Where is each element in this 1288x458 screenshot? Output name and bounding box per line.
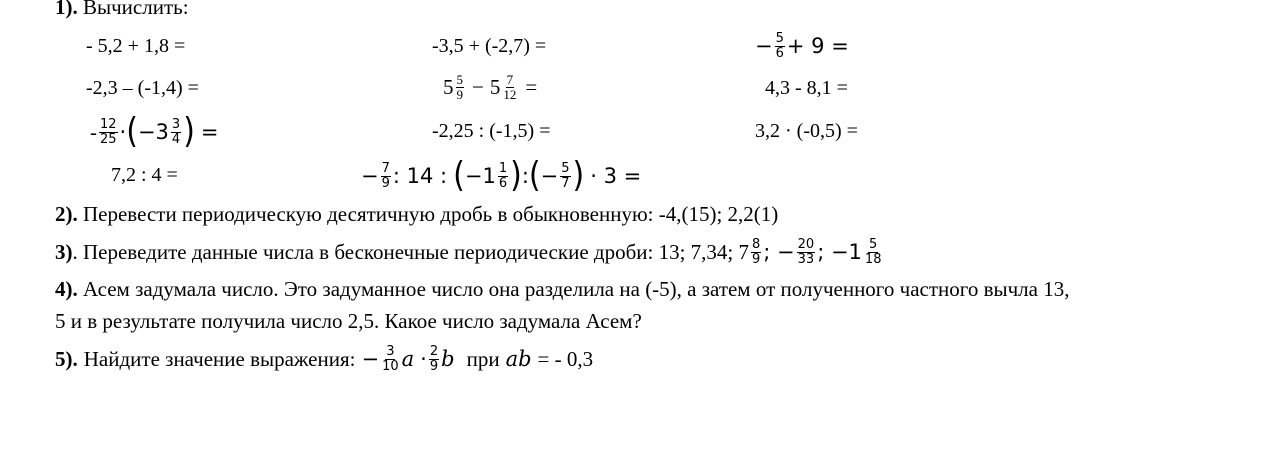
fraction-7-9	[381, 162, 391, 191]
fraction-3-10	[381, 345, 400, 374]
left-paren: (	[453, 155, 465, 196]
task1-number: 1).	[55, 0, 78, 19]
fraction-1-6	[498, 162, 508, 191]
fraction-numerator: 3	[386, 343, 395, 359]
expr-r2c1: -2,3 – (-1,4) =	[86, 77, 199, 99]
expr-r4c2	[361, 153, 641, 199]
fraction-numerator: 5	[775, 30, 784, 46]
whole-part: 5	[443, 74, 454, 99]
expr-r4c1: 7,2 : 4 =	[111, 164, 178, 186]
minus-sign: −	[755, 34, 773, 58]
division-part: : 14 :	[392, 164, 448, 188]
fraction-denominator: 18	[864, 251, 882, 267]
minus-sign: −	[361, 164, 379, 188]
mixed-number-whole: −1	[464, 164, 496, 188]
fraction-denominator: 6	[775, 45, 784, 61]
task4-text-line1: Асем задумала число. Это задуманное число она разделила на (-5), а затем от полученного частного вычла 13,	[83, 277, 1070, 301]
task3-number: 3)	[55, 239, 73, 264]
right-paren: )	[572, 155, 585, 196]
minus-sign: −	[361, 347, 380, 371]
fraction-5-7	[560, 162, 570, 191]
task2-line	[55, 201, 778, 227]
fraction-denominator: 9	[456, 86, 463, 102]
task3-text: . Переведите данные числа в бесконечные периодические дроби: 13; 7,34; 7	[72, 239, 750, 264]
expr-r1c1: - 5,2 + 1,8 =	[86, 35, 186, 57]
condition-value: = - 0,3	[537, 346, 594, 371]
separator: ; −1	[817, 240, 862, 264]
fraction-8-9	[751, 238, 761, 267]
equals-sign: =	[525, 74, 538, 99]
fraction-denominator: 12	[503, 86, 517, 102]
expr-tail: · 3 =	[590, 164, 642, 188]
fraction-denominator: 7	[561, 175, 570, 191]
fraction-numerator: 5	[561, 160, 570, 176]
task2-text: Перевести периодическую десятичную дробь в обыкновенную: -4,(15); 2,2(1)	[83, 202, 779, 226]
fraction-numerator: 7	[381, 160, 390, 176]
fraction-denominator: 33	[797, 251, 815, 267]
expr-r1c2: -3,5 + (-2,7) =	[432, 35, 547, 57]
dot-operator: ·	[119, 120, 127, 144]
task3-line	[55, 230, 884, 274]
fraction-numerator: 12	[100, 116, 117, 132]
right-paren: )	[510, 155, 522, 196]
fraction-denominator: 6	[498, 175, 508, 191]
task1-heading	[55, 0, 189, 20]
fraction-numerator: 2	[429, 343, 439, 359]
condition-word: при	[466, 346, 500, 371]
task5-number: 5).	[55, 346, 78, 371]
mixed-number-whole: −3	[137, 120, 169, 144]
left-paren: (	[126, 111, 138, 152]
expr-r2c3: 4,3 - 8,1 =	[765, 77, 848, 99]
expr-r2c2	[443, 67, 537, 107]
fraction-5-6	[775, 32, 785, 61]
minus-sign: -	[90, 119, 97, 144]
task5-line	[55, 336, 593, 382]
fraction-denominator: 10	[382, 358, 399, 374]
expr-tail: + 9 =	[786, 34, 849, 58]
right-paren: )	[183, 111, 195, 152]
colon-operator: :	[521, 164, 529, 188]
fraction-denominator: 9	[381, 175, 390, 191]
task4-number: 4).	[55, 277, 78, 301]
expr-r3c1	[90, 110, 219, 154]
minus-operator: −	[472, 74, 484, 99]
fraction-5-9	[456, 73, 465, 102]
fraction-denominator: 4	[171, 131, 181, 147]
fraction-numerator: 20	[797, 236, 815, 252]
fraction-numerator: 8	[752, 236, 761, 252]
task5-text: Найдите значение выражения:	[83, 346, 356, 371]
task4-line2: 5 и в результате получила число 2,5. Какое число задумала Асем?	[55, 309, 642, 333]
expr-r3c3: 3,2 · (-0,5) =	[755, 120, 858, 142]
separator: ; −	[763, 240, 795, 264]
variable-ab: ab	[505, 347, 532, 371]
variable-a: a	[401, 347, 415, 371]
fraction-5-18	[864, 238, 883, 267]
task4-line1	[55, 276, 1070, 302]
fraction-numerator: 5	[456, 71, 463, 87]
fraction-20-33	[797, 238, 816, 267]
fraction-3-4	[171, 118, 181, 147]
dot-operator: ·	[420, 347, 427, 371]
task2-number: 2).	[55, 202, 78, 226]
fraction-numerator: 1	[498, 160, 508, 176]
fraction-denominator: 9	[752, 251, 761, 267]
left-paren: (	[528, 155, 541, 196]
fraction-numerator: 7	[506, 71, 514, 87]
fraction-2-9	[429, 345, 439, 374]
fraction-denominator: 9	[429, 358, 439, 374]
equals-sign: =	[200, 120, 219, 144]
minus-sign: −	[540, 164, 559, 188]
expr-r3c2: -2,25 : (-1,5) =	[432, 120, 551, 142]
fraction-numerator: 5	[869, 236, 878, 252]
fraction-denominator: 25	[100, 131, 117, 147]
fraction-7-12	[502, 73, 517, 102]
variable-b: b	[441, 347, 455, 371]
task1-title: Вычислить:	[83, 0, 189, 19]
expr-r1c3	[755, 26, 849, 66]
fraction-12-25	[99, 118, 118, 147]
fraction-numerator: 3	[171, 116, 181, 132]
whole-part: 5	[489, 74, 501, 99]
